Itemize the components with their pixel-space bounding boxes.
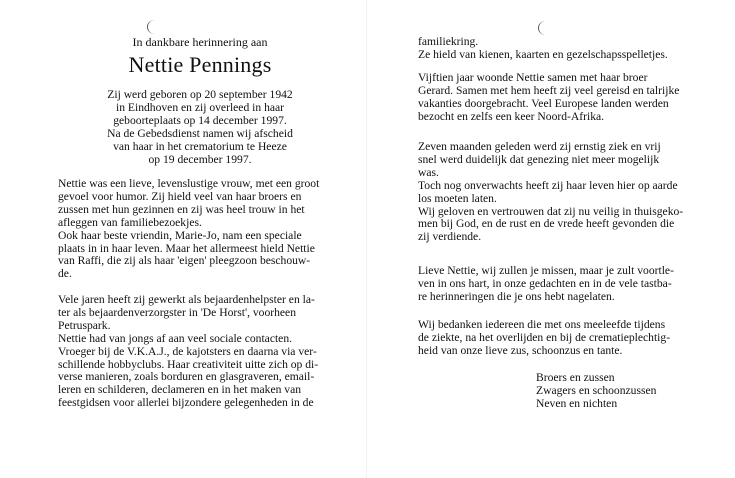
text-line: vakanties doorgebracht. Veel Europese landen werden bbox=[418, 96, 669, 110]
signature-line: Zwagers en schoonzussen bbox=[536, 383, 657, 397]
text-line: plaats in in haar leven. Maar het allermeest hield Nettie bbox=[58, 241, 315, 255]
text-line: los moeten laten. bbox=[418, 191, 497, 205]
text-line: verse manieren, zoals borduren en glasgraveren, email- bbox=[58, 370, 315, 384]
text-line: men bij God, en de rust en de vrede heeft gevonden die bbox=[418, 217, 675, 231]
text-line: schillende hobbyclubs. Haar creativiteit uitte zich op di- bbox=[58, 357, 319, 371]
text-line: Wij bedanken iedereen die met ons meeleefde tijdens bbox=[418, 318, 666, 331]
dates-line: geboorteplaats op 14 december 1997. bbox=[113, 113, 287, 127]
text-line: Nettie was een lieve, levenslustige vrouw, met een groot bbox=[58, 177, 320, 190]
text-line: bezocht en zelfs een keer Noord-Afrika. bbox=[418, 109, 605, 123]
text-line: was. bbox=[418, 165, 439, 179]
dates-line: in Eindhoven en zij overleed in haar bbox=[115, 100, 285, 114]
text-line: Gerard. Samen met hem heeft zij veel gereisd en talrijke bbox=[418, 83, 680, 97]
signature-block bbox=[536, 372, 706, 411]
deceased-name: Nettie Pennings bbox=[128, 52, 272, 77]
text-line: Vele jaren heeft zij gewerkt als bejaardenhelpster en la- bbox=[58, 293, 315, 306]
text-line: heid van onze lieve zus, schoonzus en tante. bbox=[418, 343, 623, 357]
text-line: Zeven maanden geleden werd zij ernstig ziek en vrij bbox=[418, 140, 661, 153]
text-line: leren en schilderen, declameren en in het maken van bbox=[58, 383, 302, 397]
signature-line: Neven en nichten bbox=[536, 396, 618, 410]
dates-line: op 19 december 1997. bbox=[148, 152, 252, 166]
intro-line: In dankbare herinnering aan bbox=[132, 35, 268, 49]
dates-line: Zij werd geboren op 20 september 1942 bbox=[107, 88, 293, 101]
text-line: snel werd duidelijk dat genezing niet meer mogelijk bbox=[418, 152, 660, 166]
punch-mark-left bbox=[147, 20, 162, 34]
dates-line: Na de Gebedsdienst namen wij afscheid bbox=[107, 126, 293, 140]
text-line: afleggen van familiebezoekjes. bbox=[58, 215, 202, 229]
hobbies-paragraph bbox=[418, 36, 705, 62]
dates-line: van haar in het crematorium te Heeze bbox=[113, 139, 287, 153]
text-line: zij verdiende. bbox=[418, 230, 482, 244]
text-line: zussen met hun gezinnen en zij was heel trouw in het bbox=[58, 202, 305, 216]
text-line: feestgidsen voor allerlei bijzondere gelegenheden in de bbox=[58, 396, 314, 410]
thanks-paragraph bbox=[418, 319, 705, 358]
text-line: de ziekte, na het overlijden en bij de crematieplechtig- bbox=[418, 330, 671, 344]
illness-paragraph bbox=[418, 141, 705, 244]
text-line: Petruspark. bbox=[58, 318, 111, 332]
career-paragraph bbox=[58, 294, 338, 410]
dates-paragraph bbox=[90, 89, 310, 166]
text-line: gevoel voor humor. Zij hield veel van haar broers en bbox=[58, 189, 302, 203]
text-line: ven in ons hart, in onze gedachten en in de vele tastba- bbox=[418, 276, 672, 290]
text-line: ter als bejaardenverzorgster in 'De Horst', voorheen bbox=[58, 305, 297, 319]
text-line: re herinneringen die je ons hebt nagelaten. bbox=[418, 289, 615, 303]
text-line: de. bbox=[58, 267, 72, 281]
text-line: Ze hield van kienen, kaarten en gezelschapsspelletjes. bbox=[418, 47, 668, 61]
punch-mark-right bbox=[538, 21, 553, 35]
left-page bbox=[0, 0, 367, 478]
text-line: Vroeger bij de V.K.A.J., de kajotsters en daarna via ver- bbox=[58, 344, 317, 358]
farewell-paragraph bbox=[418, 265, 705, 304]
text-line: familiekring. bbox=[418, 35, 479, 48]
text-line: Nettie had van jongs af aan veel sociale contacten. bbox=[58, 331, 293, 345]
text-line: Vijftien jaar woonde Nettie samen met haar broer bbox=[418, 71, 648, 84]
text-line: Toch nog onverwachts heeft zij haar leven hier op aarde bbox=[418, 178, 678, 192]
text-line: van Raffi, die zij als haar 'eigen' pleegzoon beschouw- bbox=[58, 254, 311, 268]
signature-line: Broers en zussen bbox=[536, 371, 615, 384]
travel-paragraph bbox=[418, 72, 705, 124]
personality-paragraph bbox=[58, 178, 338, 281]
text-line: Ook haar beste vriendin, Marie-Jo, nam een speciale bbox=[58, 228, 302, 242]
text-line: Lieve Nettie, wij zullen je missen, maar je zult voortle- bbox=[418, 264, 674, 277]
text-line: Wij geloven en vertrouwen dat zij nu veilig in thuisgeko- bbox=[418, 204, 684, 218]
